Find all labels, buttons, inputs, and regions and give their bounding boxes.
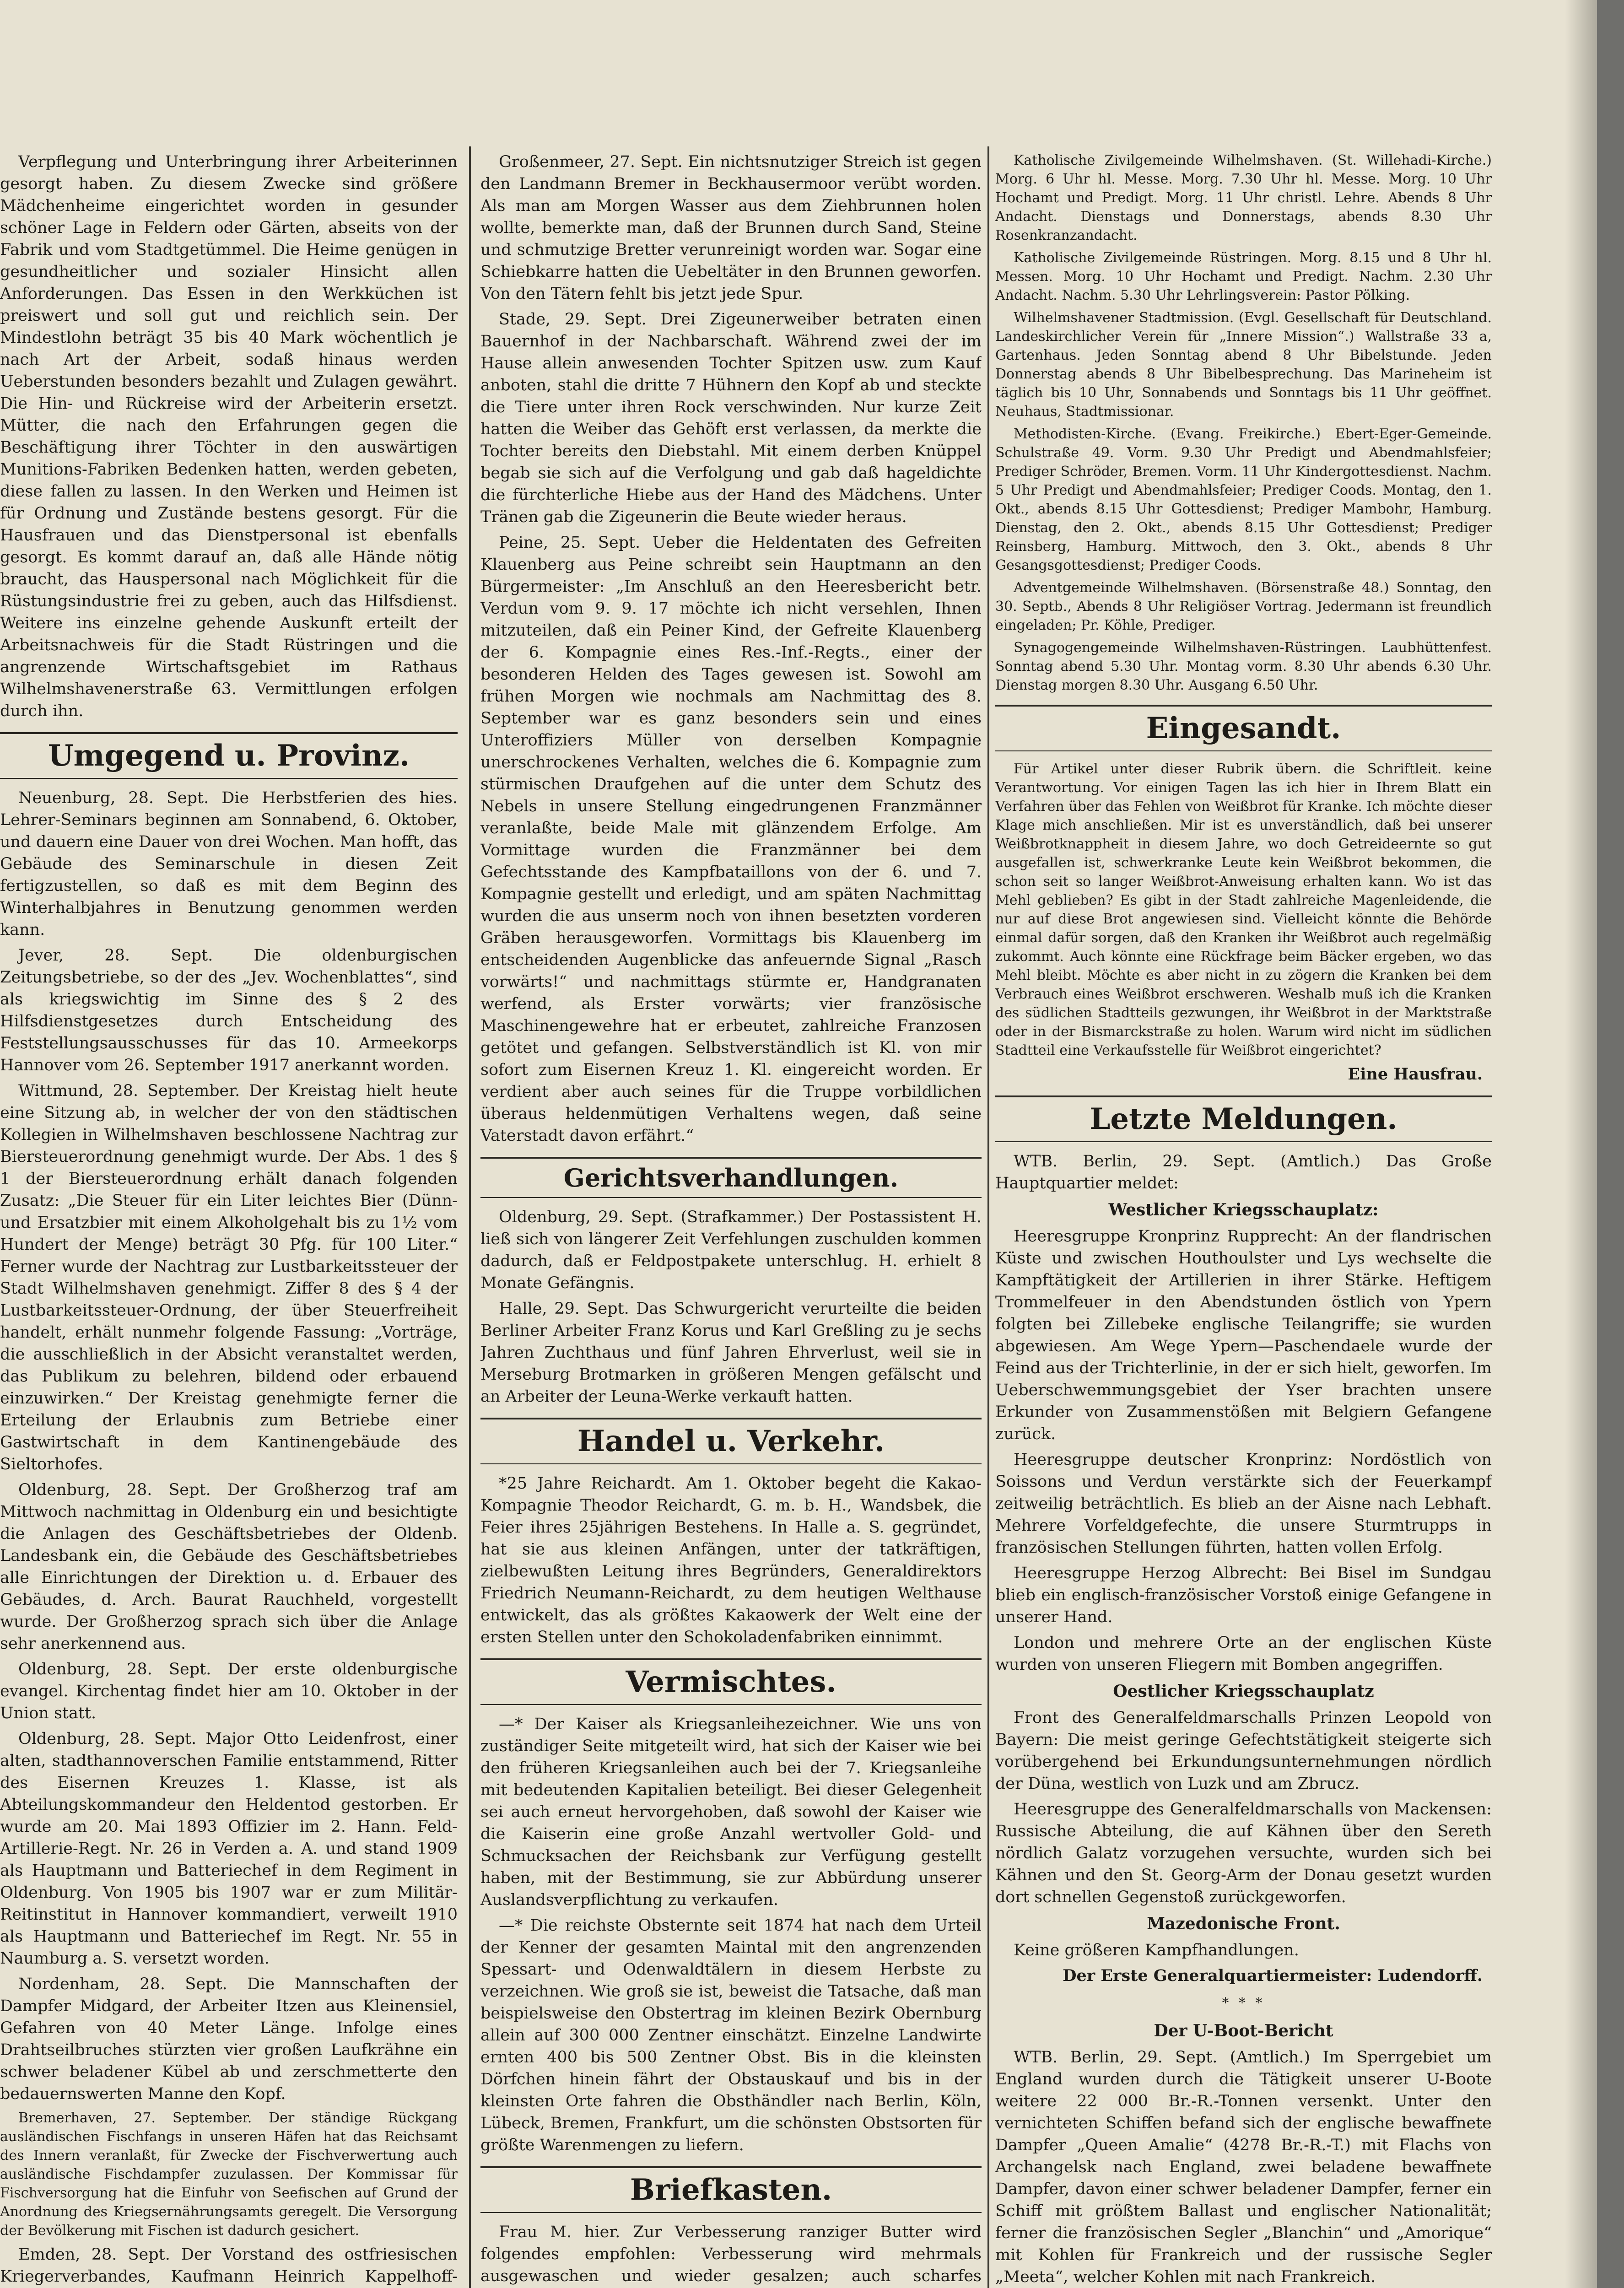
article-paragraph: Heeresgruppe Kronprinz Rupprecht: An der flandrischen Küste und zwischen Houthoulster und Lys wechselte die Kampftätigkeit der Artillerien in ihrer Stärke. Heftigem Trommelfeuer in den Abendstunden östlich von Ypern folgten bei Zillebeke englische Teilangriffe; sie wurden abgewiesen. Am Wege Ypern—Paschendaele wurde der Feind aus der Trichterlinie, in der er sich hielt, geworfen. Im Ueberschwemmungsgebiet der Yser brachten unsere Erkunder von Zusammenstößen mit Belgiern Gefangene zurück. xyxy=(995,1227,1492,1443)
section-heading-letzte-meldungen: Letzte Meldungen. xyxy=(995,1095,1492,1142)
article-paragraph: Für Artikel unter dieser Rubrik übern. die Schriftleit. keine Verantwortung. Vor einigen Tagen las ich hier in Ihrem Blatt ein Verfahren über das Fehlen von Weißbrot für Kranke. Ich möchte dieser Klage mich anschließen. Mir ist es unverständlich, daß bei unserer Weißbrotknappheit in diesem Jahre, wo doch Getreideernte so gut ausgefallen ist, schwerkranke Leute kein Weißbrot bekommen, die schon seit so langer Weißbrot-Anweisung erhalten kann. Wo ist das Mehl geblieben? Es gibt in der Stadt zahlreiche Magenleidende, die nur auf diese Brot angewiesen sind. Vielleicht könnte die Behörde einmal dafür sorgen, daß den Kranken ihr Weißbrot auch regelmäßig zukommt. Auch könnte eine Rückfrage beim Bäcker ergeben, wo das Mehl bleibt. Möchte es aber nicht in zu zögern die Kranken bei dem Verbrauch eines Weißbrot erschweren. Weshalb muß ich die Kranken des südlichen Stadtteils gezwungen, ihr Weißbrot in der Marktstraße oder in der Bismarckstraße zu holen. Warum wird nicht im südlichen Stadtteil eine Verkaufsstelle für Weißbrot eingerichtet? xyxy=(995,761,1492,1058)
article-paragraph: Halle, 29. Sept. Das Schwurgericht verurteilte die beiden Berliner Arbeiter Franz Korus und Karl Greßling zu je sechs Jahren Zuchthaus und fünf Jahren Ehrverlust, weil sie in Merseburg Brotmarken in größeren Mengen gefälscht und an Arbeiter der Leuna-Werke verkauft hatten. xyxy=(480,1300,982,1406)
article-paragraph: Oldenburg, 28. Sept. Major Otto Leidenfrost, einer alten, stadthannoverschen Familie entstammend, Ritter des Eisernen Kreuzes 1. Klasse, ist als Abteilungskommandeur den Heldentod gestorben. Er wurde am 20. Mai 1893 Offizier im 2. Hann. Feld-Artillerie-Regt. Nr. 26 in Verden a. A. und stand 1909 als Hauptmann und Batteriechef in dem Regiment in Oldenburg. Von 1905 bis 1907 war er zum Militär-Reitinstitut in Hannover kommandiert, verweilt 1910 als Hauptmann und Batteriechef im Regt. Nr. 55 in Naumburg a. S. versetzt worden. xyxy=(0,1730,458,1968)
subheading: Mazedonische Front. xyxy=(1147,1914,1340,1933)
section-heading-vermischtes: Vermischtes. xyxy=(480,1658,982,1705)
column-rule xyxy=(987,146,989,2288)
article-paragraph: Wilhelmshavener Stadtmission. (Evgl. Gesellschaft für Deutschland. Landeskirchlicher Verein für „Innere Mission“.) Wallstraße 33 a, Gartenhaus. Jeden Sonntag abend 8 Uhr Bibelstunde. Jeden Donnerstag abends 8 Uhr Bibelbesprechung. Das Marineheim ist täglich bis 10 Uhr, Sonnabends und Sonntags bis 11 Uhr geöffnet. Neuhaus, Stadtmissionar. xyxy=(995,310,1492,420)
article-paragraph: Heeresgruppe Herzog Albrecht: Bei Bisel im Sundgau blieb ein englisch-französischer Vorstoß einige Gefangene in unserer Hand. xyxy=(995,1564,1492,1626)
section-heading-umgegend: Umgegend u. Provinz. xyxy=(0,732,458,779)
article-paragraph: —* Der Kaiser als Kriegsanleihezeichner. Wie uns von zuständiger Seite mitgeteilt wird, hat sich der Kaiser wie bei den früheren Kriegsanleihen auch bei der 7. Kriegsanleihe mit bedeutenden Kapitalien beteiligt. Bei dieser Gelegenheit sei auch erneut hervorgehoben, daß sowohl der Kaiser wie die Kaiserin eine große Anzahl wertvoller Gold- und Schmucksachen der Reichsbank zur Verfügung gestellt haben, mit der Bestimmung, sie zur Abbürdung unserer Auslandsverpflichtung zu verkaufen. xyxy=(480,1715,982,1909)
subheading: Westlicher Kriegsschauplatz: xyxy=(1108,1200,1379,1220)
article-paragraph: Heeresgruppe deutscher Kronprinz: Nordöstlich von Soissons und Verdun verstärkte sich der Feuerkampf zeitweilig beträchtlich. Es blieb an der Aisne nach Lebhaft. Mehrere Vorfeldgefechte, die unsere Sturmtrupps in französischen Stellungen führten, hatten vollen Erfolg. xyxy=(995,1451,1492,1557)
column-3 xyxy=(995,151,1492,2288)
article-paragraph: Oldenburg, 28. Sept. Der Großherzog traf am Mittwoch nachmittag in Oldenburg ein und besichtigte die Anlagen des Geschäftsbetriebes der Oldenb. Landesbank ein, die Gebäude des Geschäftsbetriebes alle Einrichtungen der Direktion u. d. Erbauer des Gebäudes, d. Arch. Baurat Rauchheld, vorgestellt wurde. Der Großherzog sprach sich über die Anlage sehr anerkennend aus. xyxy=(0,1481,458,1653)
article-paragraph: Neuenburg, 28. Sept. Die Herbstferien des hies. Lehrer-Seminars beginnen am Sonnabend, 6. Oktober, und dauern eine Dauer von drei Wochen. Man hofft, das Gebäude des Seminarschule in diesen Zeit fertigzustellen, so daß es mit dem Beginn des Winterhalbjahres in Benutzung genommen werden kann. xyxy=(0,789,458,939)
article-paragraph: Stade, 29. Sept. Drei Zigeunerweiber betraten einen Bauernhof in der Nachbarschaft. Während zwei der im Hause allein anwesenden Tochter Spitzen usw. zum Kauf anboten, stahl die dritte 7 Hühnern den Kopf ab und steckte die Tiere unter ihren Rock verschwinden. Nur kurze Zeit hatten die Weiber das Gehöft erst verlassen, da merkte die Tochter bereits den Diebstahl. Mit einem derben Knüppel begab sie sich auf die Verfolgung und gab daß hageldichte die fürchterliche Hiebe aus der Hand des Mädchens. Unter Tränen gab die Zigeunerin die Beute wieder heraus. xyxy=(480,310,982,526)
article-paragraph: Jever, 28. Sept. Die oldenburgischen Zeitungsbetriebe, so der des „Jev. Wochenblattes“, sind als kriegswichtig im Sinne des § 2 des Hilfsdienstgesetzes durch Entscheidung des Feststellungsausschusses für das 10. Armeekorps Hannover vom 26. September 1917 anerkannt worden. xyxy=(0,946,458,1074)
article-paragraph: Front des Generalfeldmarschalls Prinzen Leopold von Bayern: Die meist geringe Gefechtstätigkeit steigerte sich vorübergehend bei Erkundungsunternehmungen nördlich der Düna, westlich von Luzk und am Zbrucz. xyxy=(995,1709,1492,1793)
article-paragraph: Heeresgruppe des Generalfeldmarschalls von Mackensen: Russische Abteilung, die auf Kähnen über den Sereth nördlich Galatz vorzugehen versuchte, wurden sich bei Kähnen und den St. Georg-Arm der Donau gesetzt wurden dort schnellen Gegenstoß zurückgeworfen. xyxy=(995,1800,1492,1906)
article-paragraph: Wittmund, 28. September. Der Kreistag hielt heute eine Sitzung ab, in welcher der von den städtischen Kollegien in Wilhelmshaven beschlossene Nachtrag zur Biersteuerordnung genehmigt wurde. Der Abs. 1 des § 1 der Biersteuerordnung erhält danach folgenden Zusatz: „Die Steuer für ein Liter leichtes Bier (Dünn- und Ersatzbier mit einem Alkoholgehalt bis zu 1½ vom Hundert der Menge) beträgt 30 Pfg. für 100 Liter.“ Ferner wurde der Nachtrag zur Lustbarkeitssteuer der Stadt Wilhelmshaven genehmigt. Ziffer 8 des § 4 der Lustbarkeitssteuer-Ordnung, der über Steuerfreiheit handelt, erhält nunmehr folgende Fassung: „Vorträge, die ausschließlich in der Absicht veranstaltet werden, das Publikum zu belehren, bildend oder erbauend einzuwirken.“ Der Kreistag genehmigte ferner die Erteilung der Erlaubnis zum Betriebe einer Gastwirtschaft in dem Kantinengebäude des Sieltorhofes. xyxy=(0,1082,458,1473)
article-paragraph: Katholische Zivilgemeinde Rüstringen. Morg. 8.15 und 8 Uhr hl. Messen. Morg. 10 Uhr Hochamt und Predigt. Nachm. 2.30 Uhr Andacht. Nachm. 5.30 Uhr Lehrlingsverein: Pastor Pölking. xyxy=(995,250,1492,303)
separator: * * * xyxy=(1222,1995,1265,2011)
article-paragraph: Synagogengemeinde Wilhelmshaven-Rüstringen. Laubhüttenfest. Sonntag abend 5.30 Uhr. Montag vorm. 8.30 Uhr abends 6.30 Uhr. Dienstag morgen 8.30 Uhr. Ausgang 6.50 Uhr. xyxy=(995,640,1492,693)
section-heading-eingesandt: Eingesandt. xyxy=(995,705,1492,751)
section-heading-briefkasten: Briefkasten. xyxy=(480,2166,982,2213)
article-paragraph: Emden, 28. Sept. Der Vorstand des ostfriesischen Kriegerverbandes, Kaufmann Heinrich Kappelhoff- xyxy=(0,2245,458,2286)
section-heading-gericht: Gerichtsverhandlungen. xyxy=(480,1157,982,1198)
article-paragraph: Oldenburg, 28. Sept. Der erste oldenburgische evangel. Kirchentag findet hier am 10. Oktober in der Union statt. xyxy=(0,1660,458,1722)
section-heading-handel: Handel u. Verkehr. xyxy=(480,1418,982,1464)
subheading: Oestlicher Kriegsschauplatz xyxy=(1113,1682,1374,1701)
column-2 xyxy=(480,151,982,2288)
article-paragraph: Methodisten-Kirche. (Evang. Freikirche.) Ebert-Eger-Gemeinde. Schulstraße 49. Vorm. 9.30 Uhr Predigt und Abendmahlsfeier; Prediger Schröder, Bremen. Vorm. 11 Uhr Kindergottesdienst. Nachm. 5 Uhr Predigt und Abendmahlsfeier; Prediger Coods. Montag, den 1. Okt., abends 8.15 Uhr Gottesdienst; Prediger Mambohr, Hamburg. Dienstag, den 2. Okt., abends 8.15 Uhr Gottesdienst; Prediger Reinsberg, Hamburg. Mittwoch, den 3. Okt., abends 8 Uhr Gesangsgottesdienst; Prediger Coods. xyxy=(995,426,1492,573)
article-paragraph: Bremerhaven, 27. September. Der ständige Rückgang ausländischen Fischfangs in unseren Häfen hat das Reichsamt des Innern veranlaßt, für Zwecke der Fischverwertung auch ausländische Fischdampfer zuzulassen. Der Kommissar für Fischversorgung hat die Einfuhr von Seefischen auf Grund der Anordnung des Kriegsernährungsamts geregelt. Die Versorgung der Bevölkerung mit Fischen ist dadurch gesichert. xyxy=(0,2110,458,2239)
article-paragraph: Keine größeren Kampfhandlungen. xyxy=(1014,1941,1299,1959)
article-paragraph: Katholische Zivilgemeinde Wilhelmshaven. (St. Willehadi-Kirche.) Morg. 6 Uhr hl. Messe. Morg. 7.30 Uhr hl. Messe. Morg. 10 Uhr Hochamt und Predigt. Morg. 11 Uhr christl. Lehre. Abends 8 Uhr Andacht. Dienstags und Donnerstags, abends 8.30 Uhr Rosenkranzandacht. xyxy=(995,152,1492,243)
column-1 xyxy=(0,151,458,2288)
article-paragraph: Großenmeer, 27. Sept. Ein nichtsnutziger Streich ist gegen den Landmann Bremer in Beckhausermoor verübt worden. Als man am Morgen Wasser aus dem Ziehbrunnen holen wollte, bemerkte man, daß der Brunnen durch Sand, Steine und schmutzige Bretter verunreinigt worden war. Sogar eine Schiebkarre hatten die Uebeltäter in den Brunnen geworfen. Von den Tätern fehlt bis jetzt jede Spur. xyxy=(480,153,982,303)
article-paragraph: —* Die reichste Obsternte seit 1874 hat nach dem Urteil der Kenner der gesamten Maintal mit den angrenzenden Spessart- und Odenwaldtälern in diesem Herbste zu verzeichnen. Wie groß sie ist, beweist die Tatsache, daß man beispielsweise den Obstertrag im kleinen Bezirk Obernburg allein auf 300 000 Zentner einschätzt. Einzelne Landwirte ernten 400 bis 500 Zentner Obst. Bis in die kleinsten Dörfchen hinein fährt der Obstauskauf und bis in der kleinsten Orte fahren die Obsthändler nach Berlin, Köln, Lübeck, Bremen, Frankfurt, um die schönsten Obstsorten für größte Warenmengen zu liefern. xyxy=(480,1916,982,2154)
article-paragraph: Adventgemeinde Wilhelmshaven. (Börsenstraße 48.) Sonntag, den 30. Septb., Abends 8 Uhr Religiöser Vortrag. Jedermann ist freundlich eingeladen; Pr. Köhle, Prediger. xyxy=(995,580,1492,633)
article-paragraph: Oldenburg, 29. Sept. (Strafkammer.) Der Postassistent H. ließ sich von längerer Zeit Verfehlungen zuschulden kommen dadurch, daß er Feldpostpakete unterschlug. H. erhielt 8 Monate Gefängnis. xyxy=(480,1208,982,1292)
article-paragraph: *25 Jahre Reichardt. Am 1. Oktober begeht die Kakao-Kompagnie Theodor Reichardt, G. m. b. H., Wandsbek, die Feier ihres 25jährigen Bestehens. In Halle a. S. gegründet, hat sie aus kleinen Anfängen, unter der tatkräftigen, zielbewußten Leitung ihres Begründers, Generaldirektors Friedrich Neumann-Reichardt, zu dem heutigen Welthause entwickelt, das als größtes Kakaowerk der Welt eine der ersten Stellen unter den Schokoladenfabriken einnimmt. xyxy=(480,1474,982,1646)
signature: Der Erste Generalquartiermeister: Ludendorff. xyxy=(1063,1966,1483,1985)
article-paragraph: WTB. Berlin, 29. Sept. (Amtlich.) Das Große Hauptquartier meldet: xyxy=(995,1152,1492,1193)
article-paragraph: WTB. Berlin, 29. Sept. (Amtlich.) Im Sperrgebiet um England wurden durch die Tätigkeit unserer U-Boote weitere 22 000 Br.-R.-Tonnen versenkt. Unter den vernichteten Schiffen befand sich der englische bewaffnete Dampfer „Queen Amalie“ (4278 Br.-R.-T.) mit Flachs von Archangelsk nach England, zwei beladene bewaffnete Dampfer, davon einer schwer beladener Dampfer, ferner ein Schiff mit größtem Ballast und englischer Nationalität; ferner die französischen Segler „Blanchin“ und „Amorique“ mit Kohlen für Frankreich und der russische Segler „Meeta“, welcher Kohlen mit nach Frankreich. xyxy=(995,2048,1492,2286)
article-paragraph: Frau M. hier. Zur Verbesserung ranziger Butter wird folgendes empfohlen: Verbesserung wird mehrmals ausgewaschen und wieder gesalzen; auch scharfes xyxy=(480,2223,982,2285)
signature: Eine Hausfrau. xyxy=(1348,1065,1483,1084)
article-paragraph: Peine, 25. Sept. Ueber die Heldentaten des Gefreiten Klauenberg aus Peine schreibt sein Hauptmann an den Bürgermeister: „Im Anschluß an den Heeresbericht betr. Verdun vom 9. 9. 17 möchte ich nicht versehlen, Ihnen mitzuteilen, daß ein Peiner Kind, der Gefreite Klauenberg der 6. Kompagnie eines Res.-Inf.-Regts., einer der besonderen Helden des Tages gewesen ist. Sowohl am frühen Morgen wie nochmals am Nachmittag des 8. September war es ganz besonders sein und eines Unteroffiziers Müller von derselben Kompagnie unerschrockenes Verhalten, welches die 6. Kompagnie zum stürmischen Draufgehen auf die unter dem Schutz des Nebels in unsere Stellung eingedrungenen Franzmänner veranlaßte, beide Male mit glänzendem Erfolge. Am Vormittage wurden die Franzmänner bei dem Gefechtsstande des Kampfbataillons von der 6. und 7. Kompagnie gestellt und erledigt, und am späten Nachmittag wurden die aus unserm noch von ihnen besetzten vorderen Gräben herausgeworfen. Vormittags bis Klauenberg im entscheidenden Augenblicke das anfeuernde Signal „Rasch vorwärts!“ und nachmittags stürmte er, Handgranaten werfend, als Erster vorwärts; vier französische Maschinengewehre hat er erbeutet, zahlreiche Franzosen getötet und gefangen. Selbstverständlich ist Kl. von mir sofort zum Eisernen Kreuz 1. Kl. eingereicht worden. Er verdient aber auch seines für die Truppe vorbildlichen überaus heldenmütigen Verhaltens wegen, daß seine Vaterstadt davon erfährt.“ xyxy=(480,534,982,1145)
article-paragraph: Verpflegung und Unterbringung ihrer Arbeiterinnen gesorgt haben. Zu diesem Zwecke sind größere Mädchenheime eingerichtet worden in gesunder schöner Lage in Feldern oder Gärten, abseits von der Fabrik und vom Stadtgetümmel. Die Heime genügen in gesundheitlicher und sozialer Hinsicht allen Anforderungen. Das Essen in den Werkküchen ist preiswert und soll gut und reichlich sein. Der Mindestlohn beträgt 35 bis 40 Mark wöchentlich je nach Art der Arbeit, sodaß hinaus werden Ueberstunden besonders bezahlt und Zulagen gewährt. Die Hin- und Rückreise wird der Arbeiterin ersetzt. Mütter, die nach den Erfahrungen gegen die Beschäftigung ihrer Töchter in den auswärtigen Munitions-Fabriken Bedenken hatten, werden gebeten, diese fallen zu lassen. In den Werken und Heimen ist für Ordnung und Zustände bestens gesorgt. Für die Hausfrauen und das Dienstpersonal ist ebenfalls gesorgt. Es kommt darauf an, daß alle Hände nötig braucht, das Hauspersonal nach Möglichkeit für die Rüstungsindustrie frei zu geben, auch das Hilfsdienst. Weitere ins einzelne gehende Auskunft erteilt der Arbeitsnachweis für die Stadt Rüstringen und die angrenzende Wirtschaftsgebiet im Rathaus Wilhelmshavenerstraße 63. Vermittlungen erfolgen durch ihn. xyxy=(0,153,458,720)
subheading: Der U-Boot-Bericht xyxy=(1154,2021,1333,2040)
column-rule xyxy=(469,146,471,2288)
article-paragraph: London und mehrere Orte an der englischen Küste wurden von unseren Fliegern mit Bomben angegriffen. xyxy=(995,1634,1492,1674)
article-paragraph: Nordenham, 28. Sept. Die Mannschaften der Dampfer Midgard, der Arbeiter Itzen aus Kleinensiel, Gefahren von 40 Meter Länge. Infolge eines Drahtseilbruches stürzten vier großen Laufkrähne ein schwer beladener Kübel ab und zerschmetterte den bedauernswerten Manne den Kopf. xyxy=(0,1975,458,2103)
